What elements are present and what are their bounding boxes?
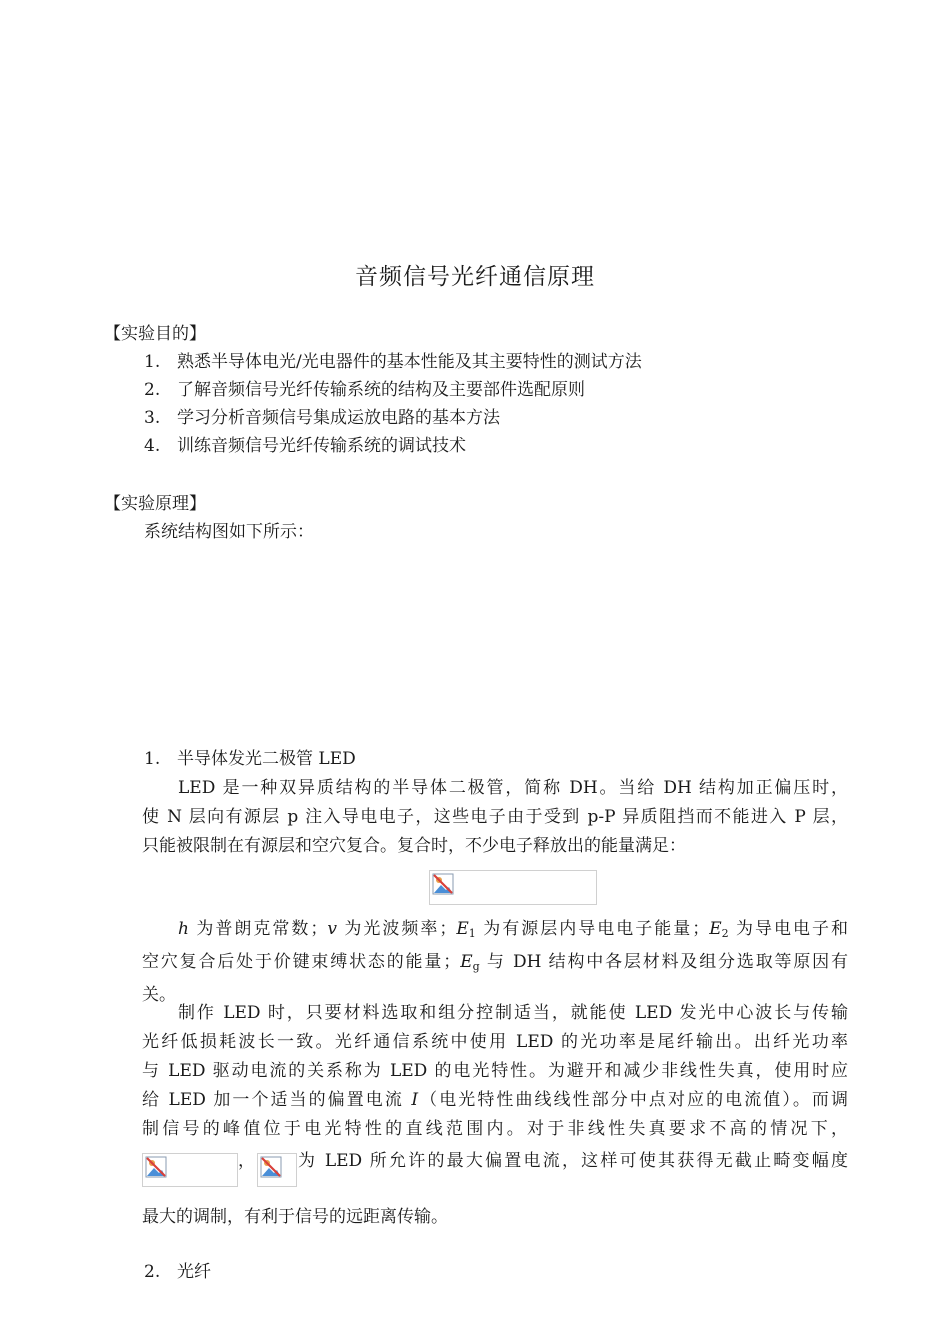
text-line	[142, 1086, 848, 1115]
principle-heading: 【实验原理】	[104, 494, 206, 514]
text-run: 为光波频率；	[336, 919, 457, 939]
text-line	[142, 948, 848, 981]
broken-image-icon	[145, 1156, 167, 1178]
structure-caption: 系统结构图如下所示：	[144, 522, 314, 542]
purpose-item-3	[144, 406, 500, 430]
text-line: 制作 LED 时，只要材料选取和组分控制适当，就能使 LED 发光中心波长与传输	[178, 1003, 848, 1023]
led-paragraph-2	[142, 915, 848, 1010]
inline-formula-image-1	[142, 1153, 238, 1187]
section-number: 1.	[144, 749, 161, 769]
var-h: h	[178, 919, 189, 939]
var-Eg: E	[460, 952, 473, 972]
section-number: 2.	[144, 1262, 161, 1282]
section-1-heading	[144, 747, 356, 771]
text-line: 使 N 层向有源层 p 注入导电电子，这些电子由于受到 p-P 异质阻挡而不能进入 P 层，	[142, 807, 848, 827]
inline-formula-image-2	[257, 1153, 297, 1187]
text-line: 只能被限制在有源层和空穴复合。复合时，不少电子释放出的能量满足：	[142, 836, 686, 856]
text-line: 为 LED 所允许的最大偏置电流，这样可使其获得无截止畸变幅度	[298, 1151, 848, 1171]
section-title: 光纤	[177, 1262, 211, 1282]
list-number: 2.	[144, 380, 161, 400]
text-run: 与 DH 结构中各层材料及组分选取等原因有	[479, 952, 849, 972]
var-v: v	[327, 919, 337, 939]
formula-image	[429, 870, 597, 905]
led-paragraph-1	[142, 774, 848, 861]
broken-image-icon	[260, 1156, 282, 1178]
list-text: 熟悉半导体电光/光电器件的基本性能及其主要特性的测试方法	[177, 352, 642, 372]
subscript: 1	[468, 927, 476, 940]
text-line	[142, 915, 848, 948]
list-number: 3.	[144, 408, 161, 428]
text-line: 关。	[142, 985, 176, 1005]
list-number: 1.	[144, 352, 161, 372]
text-run: 为有源层内导电电子能量；	[475, 919, 710, 939]
list-text: 了解音频信号光纤传输系统的结构及主要部件选配原则	[177, 380, 585, 400]
inline-comma: ，	[238, 1151, 255, 1171]
text-line: LED 是一种双异质结构的半导体二极管，简称 DH。当给 DH 结构加正偏压时，	[178, 778, 848, 798]
text-line: 制信号的峰值位于电光特性的直线范围内。对于非线性失真要求不高的情况下，	[142, 1119, 848, 1139]
list-number: 4.	[144, 436, 161, 456]
text-run: （电光特性曲线线性部分中点对应的电流值）。而调	[418, 1090, 848, 1110]
section-2-heading	[144, 1260, 211, 1284]
text-run: 为导电电子和	[728, 919, 849, 939]
var-I: I	[411, 1090, 419, 1110]
list-text: 学习分析音频信号集成运放电路的基本方法	[177, 408, 500, 428]
purpose-item-1	[144, 350, 642, 374]
purpose-heading: 【实验目的】	[104, 324, 206, 344]
page-title: 音频信号光纤通信原理	[355, 264, 595, 290]
var-E1: E	[456, 919, 469, 939]
subscript: g	[472, 960, 480, 973]
section-title: 半导体发光二极管 LED	[177, 749, 356, 769]
purpose-item-2	[144, 378, 585, 402]
led-paragraph-3	[142, 999, 848, 1144]
purpose-item-4	[144, 434, 466, 458]
broken-image-icon	[432, 873, 454, 895]
var-E2: E	[709, 919, 722, 939]
subscript: 2	[721, 927, 729, 940]
text-line: 与 LED 驱动电流的关系称为 LED 的电光特性。为避开和减少非线性失真，使用时应	[142, 1061, 848, 1081]
text-line: 最大的调制，有利于信号的远距离传输。	[142, 1207, 448, 1227]
list-text: 训练音频信号光纤传输系统的调试技术	[177, 436, 466, 456]
text-run: 空穴复合后处于价键束缚状态的能量；	[142, 952, 461, 972]
text-run: 给 LED 加一个适当的偏置电流	[142, 1090, 412, 1110]
text-line: 光纤低损耗波长一致。光纤通信系统中使用 LED 的光功率是尾纤输出。出纤光功率	[142, 1032, 848, 1052]
text-run: 为普朗克常数；	[188, 919, 328, 939]
